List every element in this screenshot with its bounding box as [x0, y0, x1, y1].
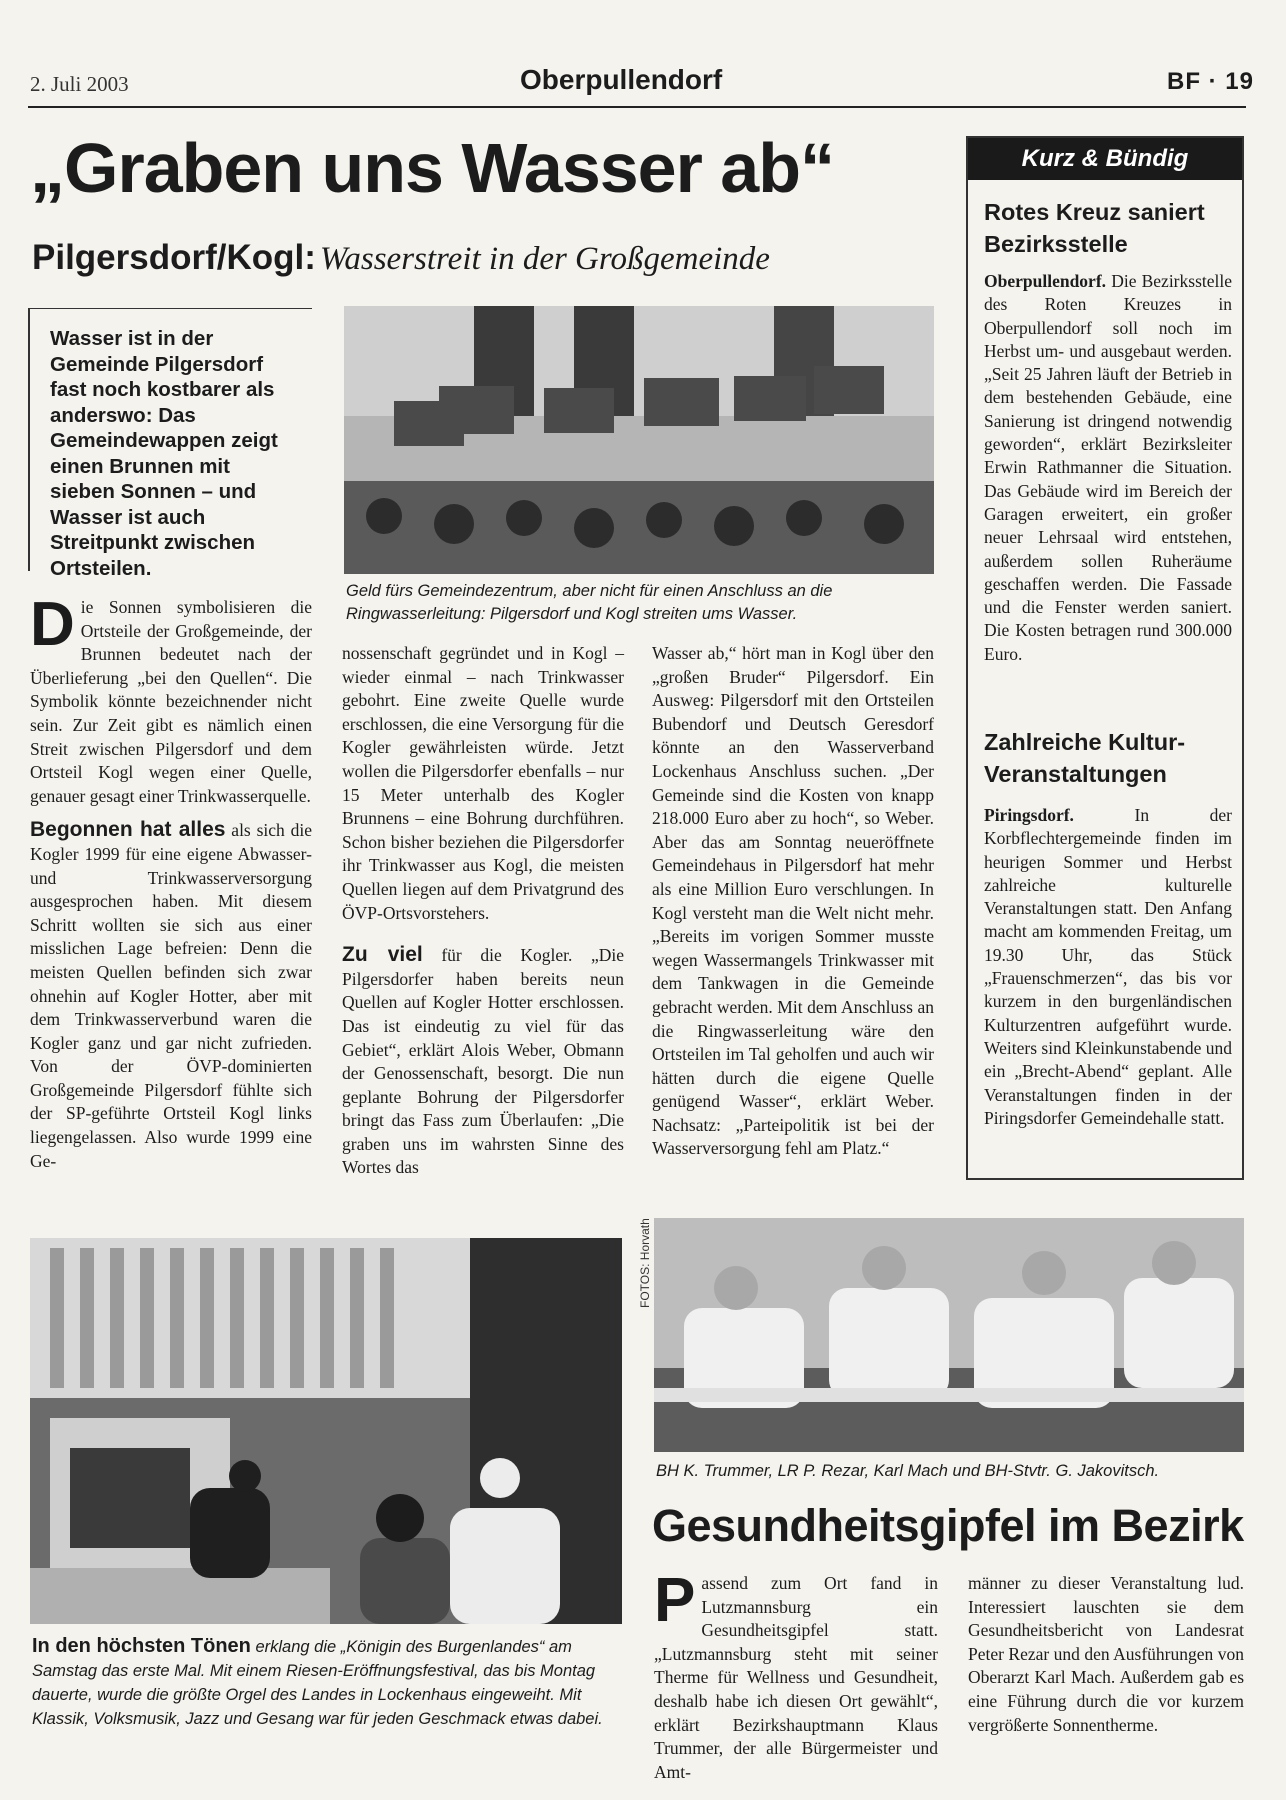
col3-paragraph-1: Wasser ab,“ hört man in Kogl über den „großen Bruder“ Pilgersdorf. Ein Ausweg: Pilgersdorf mit den Ortsteilen Bubendorf und Deutsch Geresdorf könnte an den Wasserverband Lockenhaus Anschluss suchen. „Der Gemeinde sind die Kosten von knapp 218.000 Euro aber zu hoch“, so Weber. Aber das am Sonntag neueröffnete Gemeindehaus in Pilgersdorf hat mehr als eine Million Euro verschlungen. In Kogl versteht man die Welt nicht mehr. „Bereits im vorigen Sommer musste wegen Wassermangels Trinkwasser mit dem Tankwagen in die Gemeinde gebracht werden. Mit dem Anschluss an die Ringwasserleitung wäre den Ortsteilen im Tal geholfen und auch wir hätten durch die eigene Quelle genügend Wasser“, erklärt Weber. Nachsatz: „Parteipolitik ist bei der Wasserversorgung fehl am Platz.“	[652, 643, 934, 1159]
health-headline: Gesundheitsgipfel im Bezirk	[652, 1500, 1244, 1551]
health-col2-text: männer zu dieser Veranstaltung lud. Interessiert lauschten sie dem Gesundheitsbericht von Landesrat Peter Rezar und den Ausführungen von Oberarzt Karl Mach. Außerdem gab es eine Führung durch die vor kurzem vergrößerte Sonnentherme.	[968, 1573, 1244, 1735]
header-rule	[28, 106, 1246, 108]
sidebar-item2-body: In der Korbflechtergemeinde finden im heurigen Sommer und Herbst zahlreiche kulturelle Veranstaltungen statt. Den Anfang macht am kommenden Freitag, um 19.30 Uhr, das Stück „Frauenschmerzen“, das bis vor kurzem in den burgenländischen Kulturzentren aufgeführt wurde. Weiters sind Kleinkunstabende und ein „Brecht-Abend“ geplant. Alle Veranstaltungen finden in der Piringsdorfer Gemeindehalle statt.	[984, 805, 1232, 1128]
subheadline-kicker: Pilgersdorf/Kogl:	[32, 238, 316, 277]
subheadline-text: Wasserstreit in der Großgemeinde	[319, 241, 770, 277]
dropcap-p: P	[654, 1566, 696, 1635]
col2-paragraph-1: nossenschaft gegründet und in Kogl – wieder einmal – nach Trinkwasser gebohrt. Eine zweite Quelle wurde erschlossen, die eine Versorgung für die Kogler gewährleisten würde. Jetzt wollen die Pilgersdorfer ebenfalls – nur 15 Meter unterhalb des Kogler Brunnens – eine Bohrung durchführen. Schon bisher beziehen die Pilgersdorfer ihr Trinkwasser aus Kogl, die meisten Quellen liegen auf dem Privatgrund des ÖVP-Ortsvorstehers.	[342, 643, 624, 923]
health-photo-caption: BH K. Trummer, LR P. Rezar, Karl Mach und BH-Stvtr. G. Jakovitsch.	[656, 1462, 1160, 1480]
organ-caption-lead: In den höchsten Tönen	[32, 1635, 251, 1657]
sidebar-title: Kurz & Bündig	[968, 138, 1242, 180]
subheadline	[32, 238, 770, 278]
photo-health-summit	[654, 1218, 1244, 1452]
article-column-2	[342, 642, 624, 1180]
dropcap-d: D	[30, 590, 75, 659]
section-title: Oberpullendorf	[520, 64, 723, 95]
organ-caption-text: erklang die „Königin des Burgenlandes“ am Samstag das erste Mal. Mit einem Riesen-Eröffnungsfestival, das bis Montag dauerte, wurde die größte Orgel des Landes in Lockenhaus eingeweiht. Mit Klassik, Volksmusik, Jazz und Gesang war für jeden Geschmack etwas dabei.	[32, 1638, 603, 1728]
article-column-1	[30, 590, 312, 1173]
sidebar-item1-headline: Rotes Kreuz saniert Bezirksstelle	[984, 199, 1205, 257]
sidebar-item1-place: Oberpullendorf.	[984, 271, 1107, 291]
photo-gemeindezentrum	[344, 306, 934, 574]
issue-date: 2. Juli 2003	[30, 72, 129, 96]
intro-text: Wasser ist in der Gemeinde Pilgersdorf fast noch kostbarer als anderswo: Das Gemeindewappen zeigt einen Brunnen mit sieben Sonnen – und Wasser ist auch Streitpunkt zwischen Ortsteilen.	[50, 327, 278, 580]
main-headline: „Graben uns Wasser ab“	[30, 129, 834, 207]
health-column-2	[968, 1572, 1244, 1737]
health-column-1	[654, 1566, 938, 1784]
article-column-3	[652, 642, 934, 1161]
sidebar-item2-headline: Zahlreiche Kultur-Veranstaltungen	[984, 729, 1186, 787]
sidebar-item1-text	[984, 270, 1232, 666]
sidebar-item1-body: Die Bezirksstelle des Roten Kreuzes in Oberpullendorf soll noch im Herbst um- und ausgebaut werden. „Seit 25 Jahren läuft der Betrieb in dem bestehenden Gebäude, eine Sanierung ist dringend notwendig geworden“, erklärt Bezirksleiter Erwin Rathmanner die Situation. Das Gebäude wird im Bereich der Garagen erweitert, ein großer neuer Lehrsaal wird entstehen, außerdem sollen Ruheräume geschaffen werden. Die Fassade und die Fenster werden saniert. Die Kosten betragen rund 300.000 Euro.	[984, 271, 1232, 664]
organ-caption	[32, 1634, 622, 1731]
col2-paragraph-2: für die Kogler. „Die Pilgersdorfer haben bereits neun Quellen auf Kogler Hotter erschlossen. Das ist eindeutig zu viel für das Gebiet“, erklärt Alois Weber, Obmann der Genossenschaft, besorgt. Die nun geplante Bohrung der Pilgersdorfer bringt das Fass zum Überlaufen: „Die graben uns im wahrsten Sinne des Wortes das	[342, 945, 624, 1178]
sidebar-item2-place: Piringsdorf.	[984, 805, 1074, 825]
health-col1-text: assend zum Ort fand in Lutzmannsburg ein Gesundheitsgipfel statt. „Lutzmannsburg steht mit seiner Therme für Wellness und Gesundheit, deshalb habe ich diesen Ort gewählt“, erklärt Bezirkshauptmann Klaus Trummer, der alle Bürgermeister und Amt-	[654, 1573, 938, 1782]
page-number: BF · 19	[1166, 68, 1254, 95]
photo-credit: FOTOS: Horvath	[638, 1218, 652, 1308]
photo-organ	[30, 1238, 622, 1624]
col1-paragraph-1: ie Sonnen symbolisieren die Ortsteile der Großgemeinde, der Brunnen bedeutet nach der Überlieferung „bei den Quellen“. Die Symbolik könnte bezeichnender nicht sein. Zur Zeit gibt es nämlich einen Streit zwischen Pilgersdorf und dem Ortsteil Kogl wegen einer Quelle, genauer gesagt einer Trinkwasserquelle.	[30, 597, 312, 806]
col2-lead: Zu viel	[342, 943, 423, 967]
col1-lead: Begonnen hat alles	[30, 818, 226, 842]
col1-paragraph-2: als sich die Kogler 1999 für eine eigene Abwasser- und Trinkwasserversorgung ausgesprochen haben. Mit diesem Schritt wollten sie sich aus einer misslichen Lage befreien: Denn die meisten Quellen befinden sich zwar ohnehin auf Kogler Hotter, aber mit dem Trinkwasserverbund waren die Kogler ganz und gar nicht zufrieden. Von der ÖVP-dominierten Großgemeinde Pilgersdorf fühlte sich der SP-geführte Ortsteil Kogl links liegengelassen. Also wurde 1999 eine Ge-	[30, 820, 312, 1171]
main-photo-caption: Geld fürs Gemeindezentrum, aber nicht für einen Anschluss an die Ringwasserleitung: Pilgersdorf und Kogl streiten ums Wasser.	[346, 582, 833, 623]
sidebar-item2-text	[984, 804, 1232, 1130]
